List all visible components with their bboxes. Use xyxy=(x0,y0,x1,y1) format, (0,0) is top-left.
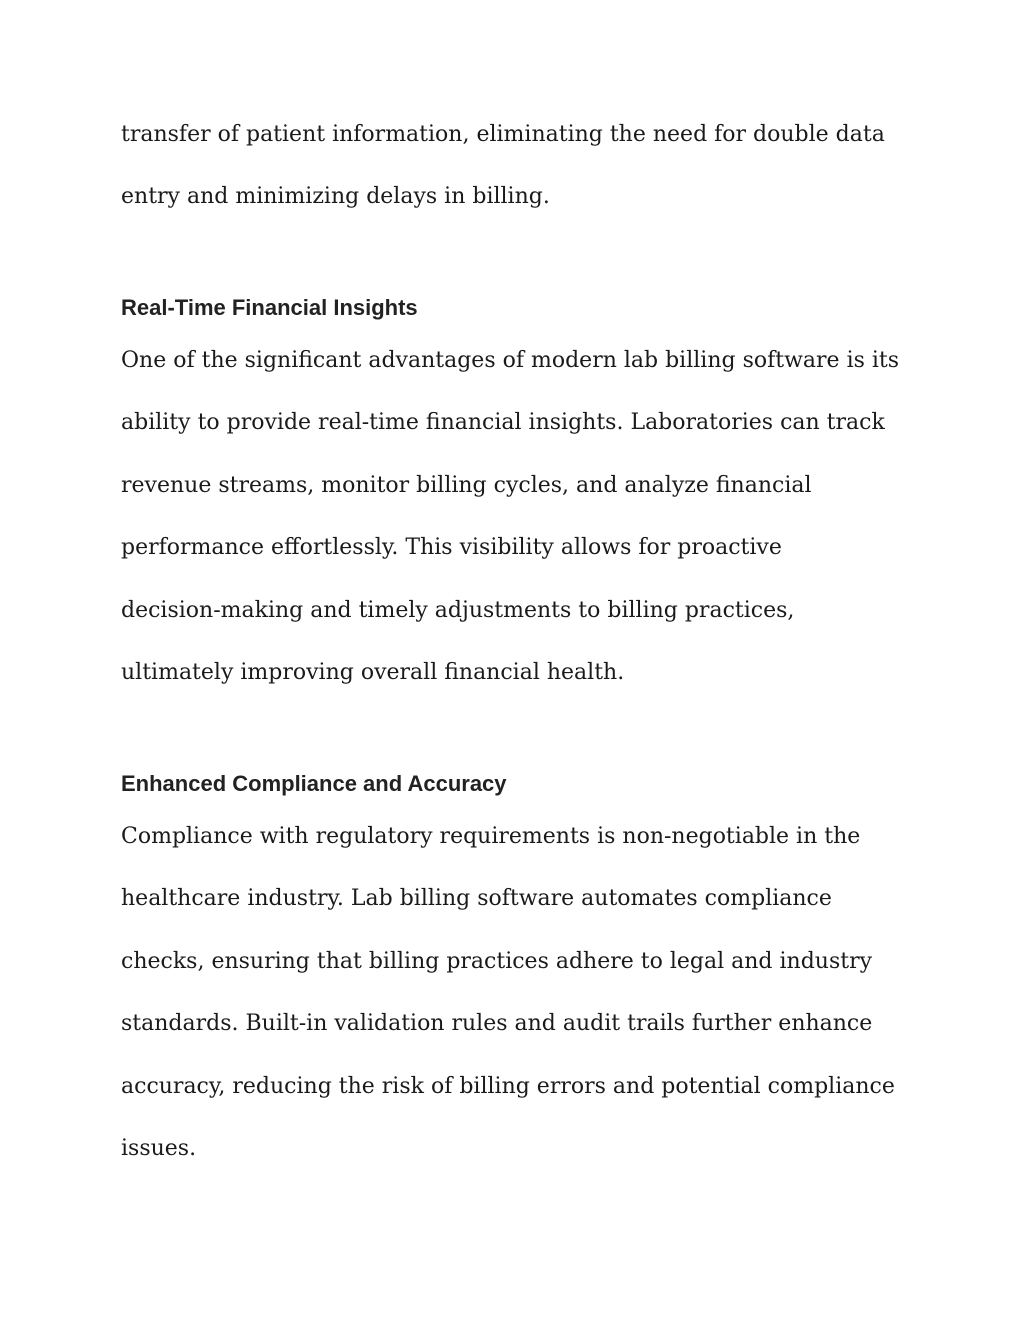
section-paragraph-real-time-financial-insights xyxy=(121,330,899,704)
paragraph-line: ultimately improving overall financial health. xyxy=(121,660,625,686)
paragraph-line: entry and minimizing delays in billing. xyxy=(121,184,550,210)
paragraph-line: performance effortlessly. This visibility allows for proactive xyxy=(121,535,782,561)
paragraph-line: standards. Built-in validation rules and audit trails further enhance xyxy=(121,1011,873,1037)
intro-paragraph xyxy=(121,104,885,229)
section-paragraph-enhanced-compliance-and-accuracy xyxy=(121,806,895,1180)
paragraph-line: accuracy, reducing the risk of billing errors and potential compliance xyxy=(121,1073,895,1099)
paragraph-line: revenue streams, monitor billing cycles, and analyze financial xyxy=(121,472,812,498)
section-heading-enhanced-compliance-and-accuracy: Enhanced Compliance and Accuracy xyxy=(121,771,507,796)
paragraph-line: One of the significant advantages of modern lab billing software is its xyxy=(121,348,900,373)
paragraph-line: issues. xyxy=(121,1136,197,1162)
paragraph-line: healthcare industry. Lab billing software automates compliance xyxy=(121,886,832,912)
paragraph-line: Compliance with regulatory requirements is non-negotiable in the xyxy=(121,824,861,849)
paragraph-line: ability to provide real-time financial insights. Laboratories can track xyxy=(121,410,885,436)
paragraph-line: checks, ensuring that billing practices adhere to legal and industry xyxy=(121,948,873,974)
section-heading-real-time-financial-insights: Real-Time Financial Insights xyxy=(121,295,418,320)
paragraph-line: decision-making and timely adjustments to billing practices, xyxy=(121,597,795,623)
paragraph-line: transfer of patient information, eliminating the need for double data xyxy=(121,122,885,147)
